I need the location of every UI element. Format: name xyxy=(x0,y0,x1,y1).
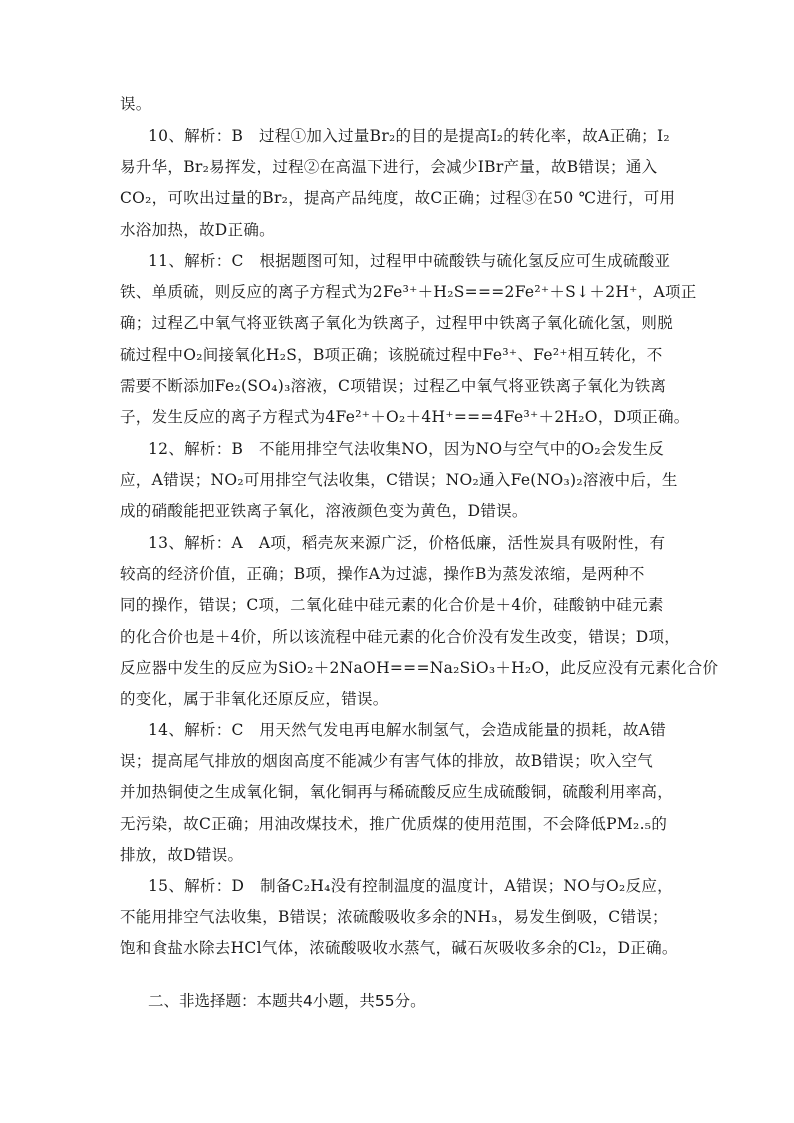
answer-13 xyxy=(120,528,719,715)
answer-13-line-6: 的变化，属于非氧化还原反应，错误。 xyxy=(120,689,389,708)
answer-13-line-5: 反应器中发生的反应为SiO₂＋2NaOH===Na₂SiO₃＋H₂O，此反应没有元素化合价 xyxy=(120,658,719,677)
answer-14 xyxy=(120,715,676,871)
answer-11-line-1: 11、解析：C 根据题图可知，过程甲中硫酸铁与硫化氢反应可生成硫酸亚 xyxy=(148,252,671,270)
answer-12-line-1: 12、解析：B 不能用排空气法收集NO，因为NO与空气中的O₂会发生反 xyxy=(148,440,665,458)
answer-15 xyxy=(120,871,676,965)
answer-11-line-2: 铁、单质硫，则反应的离子方程式为2Fe³⁺＋H₂S===2Fe²⁺＋S↓＋2H⁺，A项正 xyxy=(120,283,697,302)
answer-15-line-3: 饱和食盐水除去HCl气体，浓硫酸吸收水蒸气，碱石灰吸收多余的Cl₂，D正确。 xyxy=(120,939,678,958)
answer-10-label: 10、解析：B xyxy=(148,127,244,145)
answer-14-line-3: 并加热铜使之生成氧化铜，氧化铜再与稀硫酸反应生成硫酸铜，硫酸利用率高， xyxy=(120,783,674,802)
answer-13-line-1: 13、解析：A A项，稻壳灰来源广泛，价格低廉，活性炭具有吸附性，有 xyxy=(148,534,666,552)
answer-14-line-2: 误；提高尾气排放的烟囱高度不能减少有害气体的排放，故B错误；吹入空气 xyxy=(120,752,654,771)
answer-14-line-4: 无污染，故C正确；用油改煤技术，推广优质煤的使用范围，不会降低PM₂.₅的 xyxy=(120,814,668,833)
answer-13-label: 13、解析：A xyxy=(148,534,244,552)
answer-14-label: 14、解析：C xyxy=(148,721,244,739)
lead-paragraph xyxy=(120,89,676,120)
answer-13-line-4: 的化合价也是＋4价，所以该流程中硅元素的化合价没有发生改变，错误；D项， xyxy=(120,627,681,646)
answer-14-line-5: 排放，故D错误。 xyxy=(120,845,244,864)
lead-text: 误。 xyxy=(120,95,152,113)
answer-10 xyxy=(120,121,676,246)
answer-11-line-6: 子，发生反应的离子方程式为4Fe²⁺＋O₂＋4H⁺===4Fe³⁺＋2H₂O，D项正确。 xyxy=(120,407,690,426)
answer-11-label: 11、解析：C xyxy=(148,252,244,270)
section-heading: 二、非选择题：本题共4小题，共55分。 xyxy=(148,992,426,1010)
answer-12-line-3: 成的硝酸能把亚铁离子氧化，溶液颜色变为黄色，D错误。 xyxy=(120,502,528,521)
answer-13-line-2: 较高的经济价值，正确；B项，操作A为过滤，操作B为蒸发浓缩，是两种不 xyxy=(120,565,645,584)
answer-12 xyxy=(120,434,676,528)
answer-11 xyxy=(120,246,697,433)
answer-11-line-4: 硫过程中O₂间接氧化H₂S，B项正确；该脱硫过程中Fe³⁺、Fe²⁺相互转化，不 xyxy=(120,345,663,364)
answer-13-line-3: 同的操作，错误；C项，二氧化硅中硅元素的化合价是＋4价，硅酸钠中硅元素 xyxy=(120,596,664,615)
answer-14-line-1: 14、解析：C 用天然气发电再电解水制氢气，会造成能量的损耗，故A错 xyxy=(148,721,666,739)
answer-15-line-2: 不能用排空气法收集，B错误；浓硫酸吸收多余的NH₃，易发生倒吸，C错误； xyxy=(120,908,668,927)
answer-12-label: 12、解析：B xyxy=(148,440,244,458)
answer-10-line-1: 10、解析：B 过程①加入过量Br₂的目的是提高I₂的转化率，故A正确；I₂ xyxy=(148,127,670,145)
answer-15-line-1: 15、解析：D 制备C₂H₄没有控制温度的温度计，A错误；NO与O₂反应， xyxy=(148,877,673,895)
answer-11-line-3: 确；过程乙中氧气将亚铁离子氧化为铁离子，过程甲中铁离子氧化硫化氢，则脱 xyxy=(120,314,674,333)
answer-12-line-2: 应，A错误；NO₂可用排空气法收集，C错误；NO₂通入Fe(NO₃)₂溶液中后，生 xyxy=(120,471,678,490)
answer-11-line-5: 需要不断添加Fe₂(SO₄)₃溶液，C项错误；过程乙中氧气将亚铁离子氧化为铁离 xyxy=(120,376,667,395)
answer-10-line-3: CO₂，可吹出过量的Br₂，提高产品纯度，故C正确；过程③在50 ℃进行，可用 xyxy=(120,189,676,208)
answer-10-line-4: 水浴加热，故D正确。 xyxy=(120,220,275,239)
answer-10-line-2: 易升华，Br₂易挥发，过程②在高温下进行，会减少IBr产量，故B错误；通入 xyxy=(120,158,658,177)
answer-15-label: 15、解析：D xyxy=(148,877,245,895)
